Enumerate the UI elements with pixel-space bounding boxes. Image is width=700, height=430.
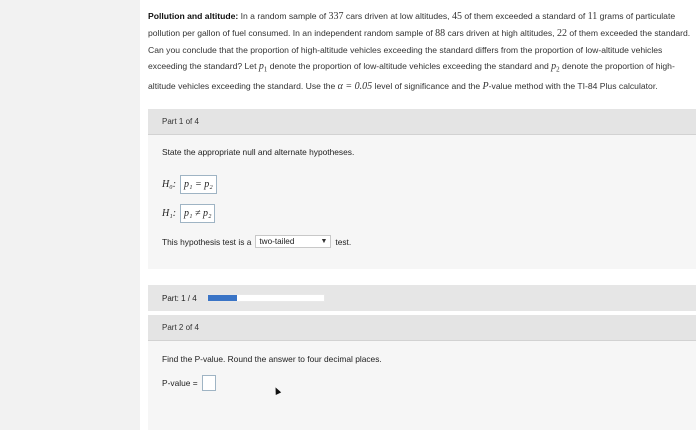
progress-bar-fill [208, 295, 237, 301]
part2-panel [148, 341, 696, 430]
progress-label: Part: 1 / 4 [162, 293, 197, 303]
tail-type-dropdown[interactable]: two-tailed ▼ [255, 235, 331, 248]
part1-prompt: State the appropriate null and alternate hypotheses. [162, 147, 355, 157]
null-hypothesis-box[interactable]: p₁ = p₂ [180, 175, 217, 194]
part1-header: Part 1 of 4 [148, 109, 696, 135]
content-area [140, 0, 700, 430]
progress-indicator [148, 285, 696, 311]
caret-down-icon: ▼ [320, 238, 328, 245]
tail-sentence: This hypothesis test is a two-tailed ▼ test. [162, 236, 352, 247]
pvalue-input[interactable] [202, 375, 216, 391]
part2-header: Part 2 of 4 [148, 315, 696, 341]
part2-prompt: Find the P-value. Round the answer to four decimal places. [162, 354, 382, 364]
alternate-hypothesis-box[interactable]: p₁ ≠ p₂ [180, 204, 215, 223]
progress-bar [207, 294, 325, 302]
alternate-hypothesis: H₁: p₁ ≠ p₂ [162, 203, 215, 223]
pvalue-row: P-value = [162, 375, 216, 391]
problem-statement: Pollution and altitude: In a random sample of 337 cars driven at low altitudes, 45 of them exceeded a standard of 11 grams of particulate pollution per gallon of fuel consumed. In an independent random sample of 88 cars driven at high altitudes, 22 of them exceeded the standard. Can you conclude that the proportion of high-altitude vehicles exceeding the standard differs from the proportion of low-altitude vehicles exceeding the standard? Let $p_1$ denote the proportion of low-altitude vehicles exceeding the standard and $p_2$ denote the proportion of high-altitude vehicles exceeding the standard. Use the α = 0.05 level of significance and the P-value method with the TI-84 Plus calculator. [148, 11, 691, 92]
part1-panel [148, 135, 696, 269]
null-hypothesis: H₀: p₁ = p₂ [162, 174, 217, 194]
problem-title: Pollution and altitude: [148, 11, 239, 21]
